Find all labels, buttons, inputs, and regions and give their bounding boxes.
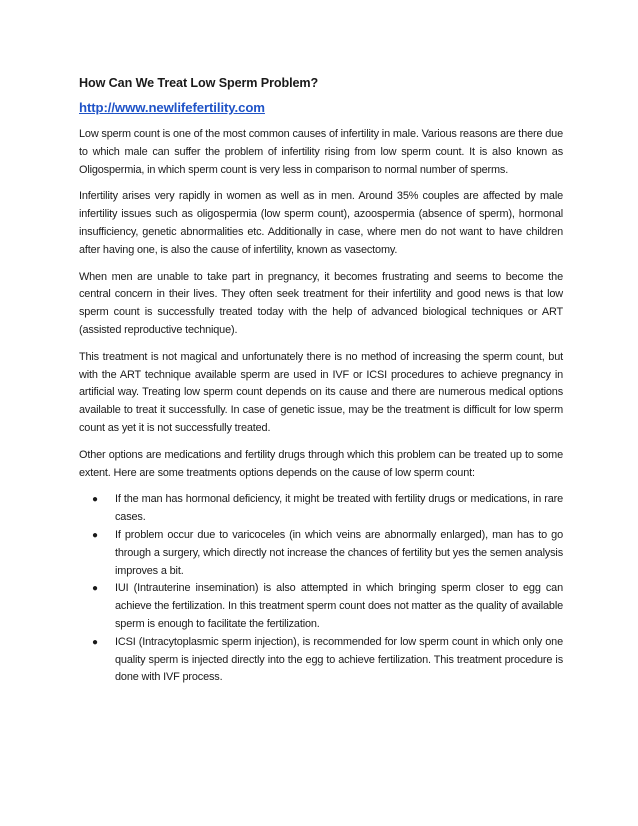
list-item [79,580,563,633]
paragraph-2: Infertility arises very rapidly in women as well as in men. Around 35% couples are affected by male infertility issues such as oligospermia (low sperm count), azoospermia (absence of sperm), hormonal insufficiency, genetic abnormalities etc. Additionally in case, where men do not want to have children after having one, is also the cause of infertility, known as vasectomy. [79,190,563,256]
paragraph-5: Other options are medications and fertility drugs through which this problem can be treated up to some extent. Here are some treatments options depends on the cause of low sperm count: [79,448,563,479]
list-item [79,491,563,527]
paragraph-1: Low sperm count is one of the most common causes of infertility in male. Various reasons are there due to which male can suffer the problem of infertility rising from low sperm count. It is also known as Oligospermia, in which sperm count is very less in comparison to normal number of sperms. [79,128,563,176]
list-item-text: If problem occur due to varicoceles (in which veins are abnormally enlarged), man has to go through a surgery, which directly not increase the chances of fertility but yes the semen analysis improves a bit. [115,528,563,577]
bullet-icon: ● [92,529,98,541]
list-item-text: If the man has hormonal deficiency, it might be treated with fertility drugs or medications, in rare cases. [115,493,563,524]
paragraph-3: When men are unable to take part in pregnancy, it becomes frustrating and seems to become the central concern in their lives. They often seek treatment for their infertility and good news is that low sperm count is successfully treated today with the help of advanced biological techniques or ART (assisted reproductive technique). [79,270,563,336]
bullet-icon: ● [92,494,98,506]
document-body [79,74,563,687]
bullet-icon: ● [92,583,98,595]
list-item-text: ICSI (Intracytoplasmic sperm injection), is recommended for low sperm count in which only one quality sperm is injected directly into the egg to achieve fertilization. This treatment procedure is done with IVF process. [115,635,563,684]
bullet-icon: ● [92,636,98,648]
list-item [79,527,563,580]
list-item-text: IUI (Intrauterine insemination) is also attempted in which bringing sperm closer to egg can achieve the fertilization. In this treatment sperm count does not matter as the quality of available sperm is enough to facilitate the fertilization. [115,582,563,630]
website-link[interactable]: http://www.newlifefertility.com [79,100,265,115]
list-item [79,634,563,687]
paragraph-4: This treatment is not magical and unfortunately there is no method of increasing the sperm count, but with the ART technique available sperm are used in IVF or ICSI procedures to achieve pregnancy in artificial way. Treating low sperm count depends on its cause and there are numerous medical options available to treat it successfully. In case of genetic issue, may be the treatment is difficult for low sperm count as yet it is not successfully treated. [79,350,563,434]
treatment-list [79,491,563,687]
document-title: How Can We Treat Low Sperm Problem? [79,76,319,90]
